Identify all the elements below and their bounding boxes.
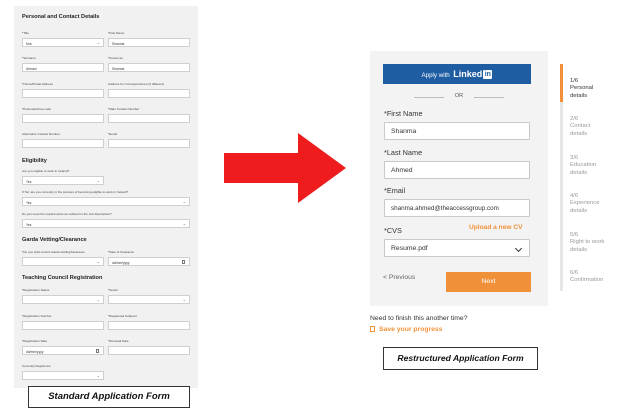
cv-select[interactable]: Resume.pdf — [384, 239, 530, 257]
chevron-down-icon: ⌄ — [96, 373, 100, 378]
garda-hold-select[interactable] — [22, 257, 104, 266]
requirements-select[interactable]: Yes ⌄ — [22, 219, 190, 228]
email-label: *Email — [108, 132, 117, 136]
first-name-label: *First Name — [108, 31, 125, 35]
apply-with-linkedin-button[interactable] — [383, 64, 531, 84]
known-as-field[interactable]: Shanma — [108, 63, 190, 72]
reg-date-label: *Registration Date — [22, 339, 48, 343]
step-personal-details[interactable]: 1/6 Personal details — [570, 78, 594, 99]
sector-label: *Sector — [108, 288, 119, 292]
currently-registered-select[interactable] — [22, 371, 104, 380]
apply-with-label: Apply with — [421, 72, 450, 79]
reg-number-label: *Registration Number — [22, 314, 52, 318]
chevron-down-icon: ⌄ — [182, 199, 186, 204]
standard-application-form — [14, 6, 198, 388]
home-address-field[interactable] — [22, 89, 104, 98]
eligible-question: Are you eligible to work in Ireland? — [22, 169, 70, 173]
surname-field[interactable]: Ahmed — [22, 63, 104, 72]
garda-date-label: *Date of Clearance — [108, 250, 135, 254]
step-right-to-work-details[interactable]: 5/6 Right to work details — [570, 232, 605, 253]
surname-label: *Surname — [22, 56, 36, 60]
divider-left — [414, 97, 444, 98]
calendar-icon[interactable] — [96, 349, 100, 353]
requirements-question: Do you meet the requirements as outlined in the Job Description? — [22, 212, 112, 216]
finish-later-text: Need to finish this another time? — [370, 315, 468, 322]
postcode-field[interactable] — [22, 114, 104, 123]
first-name-field[interactable]: Shanma — [384, 122, 530, 140]
reg-subjects-field[interactable] — [108, 321, 190, 330]
standard-form-caption: Standard Application Form — [28, 386, 190, 408]
cv-label: *CVS — [384, 226, 402, 235]
eligible-select[interactable]: Yes ⌄ — [22, 176, 104, 185]
correspondence-address-label: Address for Correspondence (if different) — [108, 82, 165, 86]
or-divider-text: OR — [454, 93, 464, 99]
home-address-label: *Home/Postal Address — [22, 82, 53, 86]
section-title-eligibility: Eligibility — [22, 158, 47, 164]
calendar-icon[interactable] — [182, 260, 186, 264]
previous-button[interactable]: < Previous — [383, 274, 416, 281]
title-select[interactable]: Mrs. ⌄ — [22, 38, 104, 47]
email-field[interactable]: shanma.ahmed@theaccessgroup.com — [384, 199, 530, 217]
first-name-label: *First Name — [384, 109, 423, 118]
main-contact-field[interactable] — [108, 114, 190, 123]
alt-contact-label: Alternative Contact Number — [22, 132, 61, 136]
reg-date-field[interactable]: dd/mm/yyyy — [22, 346, 104, 355]
renewal-date-field[interactable] — [108, 346, 190, 355]
step-education-details[interactable]: 3/6 Education details — [570, 155, 597, 176]
reg-subjects-label: *Registered Subjects — [108, 314, 137, 318]
sector-select[interactable] — [108, 295, 190, 304]
linkedin-in-icon: in — [484, 71, 491, 78]
last-name-label: *Last Name — [384, 148, 423, 157]
chevron-down-icon — [515, 245, 522, 252]
chevron-down-icon: ⌄ — [96, 178, 100, 183]
title-label: *Title — [22, 31, 29, 35]
renewal-date-label: *Renewal Date — [108, 339, 129, 343]
postcode-label: *Postcode/Area code — [22, 107, 52, 111]
reg-status-label: *Registration Status — [22, 288, 50, 292]
save-icon — [370, 326, 375, 332]
divider-right — [474, 97, 504, 98]
process-select[interactable]: Yes ⌄ — [22, 197, 190, 206]
correspondence-address-field[interactable] — [108, 89, 190, 98]
chevron-down-icon: ⌄ — [96, 297, 100, 302]
last-name-field[interactable]: Ahmed — [384, 161, 530, 179]
reg-number-field[interactable] — [22, 321, 104, 330]
alt-contact-field[interactable] — [22, 139, 104, 148]
step-contact-details[interactable]: 2/6 Contact details — [570, 116, 591, 137]
progress-track-active — [560, 64, 563, 102]
step-experience-details[interactable]: 4/6 Experience details — [570, 193, 600, 214]
save-progress-link[interactable]: Save your progress — [370, 326, 442, 333]
first-name-field[interactable]: Shanma — [108, 38, 190, 47]
chevron-down-icon: ⌄ — [182, 297, 186, 302]
garda-date-field[interactable]: dd/mm/yyyy — [108, 257, 190, 266]
process-question: If 'No' are you currently in the process of becoming eligible to work in Ireland? — [22, 190, 129, 194]
next-button[interactable]: Next — [446, 272, 531, 292]
currently-registered-label: Currently Registered — [22, 364, 51, 368]
chevron-down-icon: ⌄ — [182, 221, 186, 226]
garda-hold-label: *Do you hold current Garda Vetting/Clearance — [22, 250, 85, 254]
reg-status-select[interactable] — [22, 295, 104, 304]
section-title-teaching: Teaching Council Registration — [22, 275, 103, 281]
section-title-personal: Personal and Contact Details — [22, 14, 100, 20]
email-label: *Email — [384, 186, 406, 195]
right-arrow-icon — [224, 133, 348, 203]
chevron-down-icon: ⌄ — [96, 40, 100, 45]
linkedin-logo: Linked — [453, 69, 483, 79]
step-confirmation[interactable]: 6/6 Confirmation — [570, 270, 604, 284]
email-field[interactable] — [108, 139, 190, 148]
known-as-label: *Known as — [108, 56, 123, 60]
section-title-garda: Garda Vetting/Clearance — [22, 237, 87, 243]
main-contact-label: *Main Contact Number — [108, 107, 140, 111]
upload-new-cv-link[interactable]: Upload a new CV — [469, 224, 523, 231]
restructured-application-form — [370, 51, 548, 306]
restructured-form-caption: Restructured Application Form — [383, 347, 538, 370]
chevron-down-icon: ⌄ — [96, 259, 100, 264]
